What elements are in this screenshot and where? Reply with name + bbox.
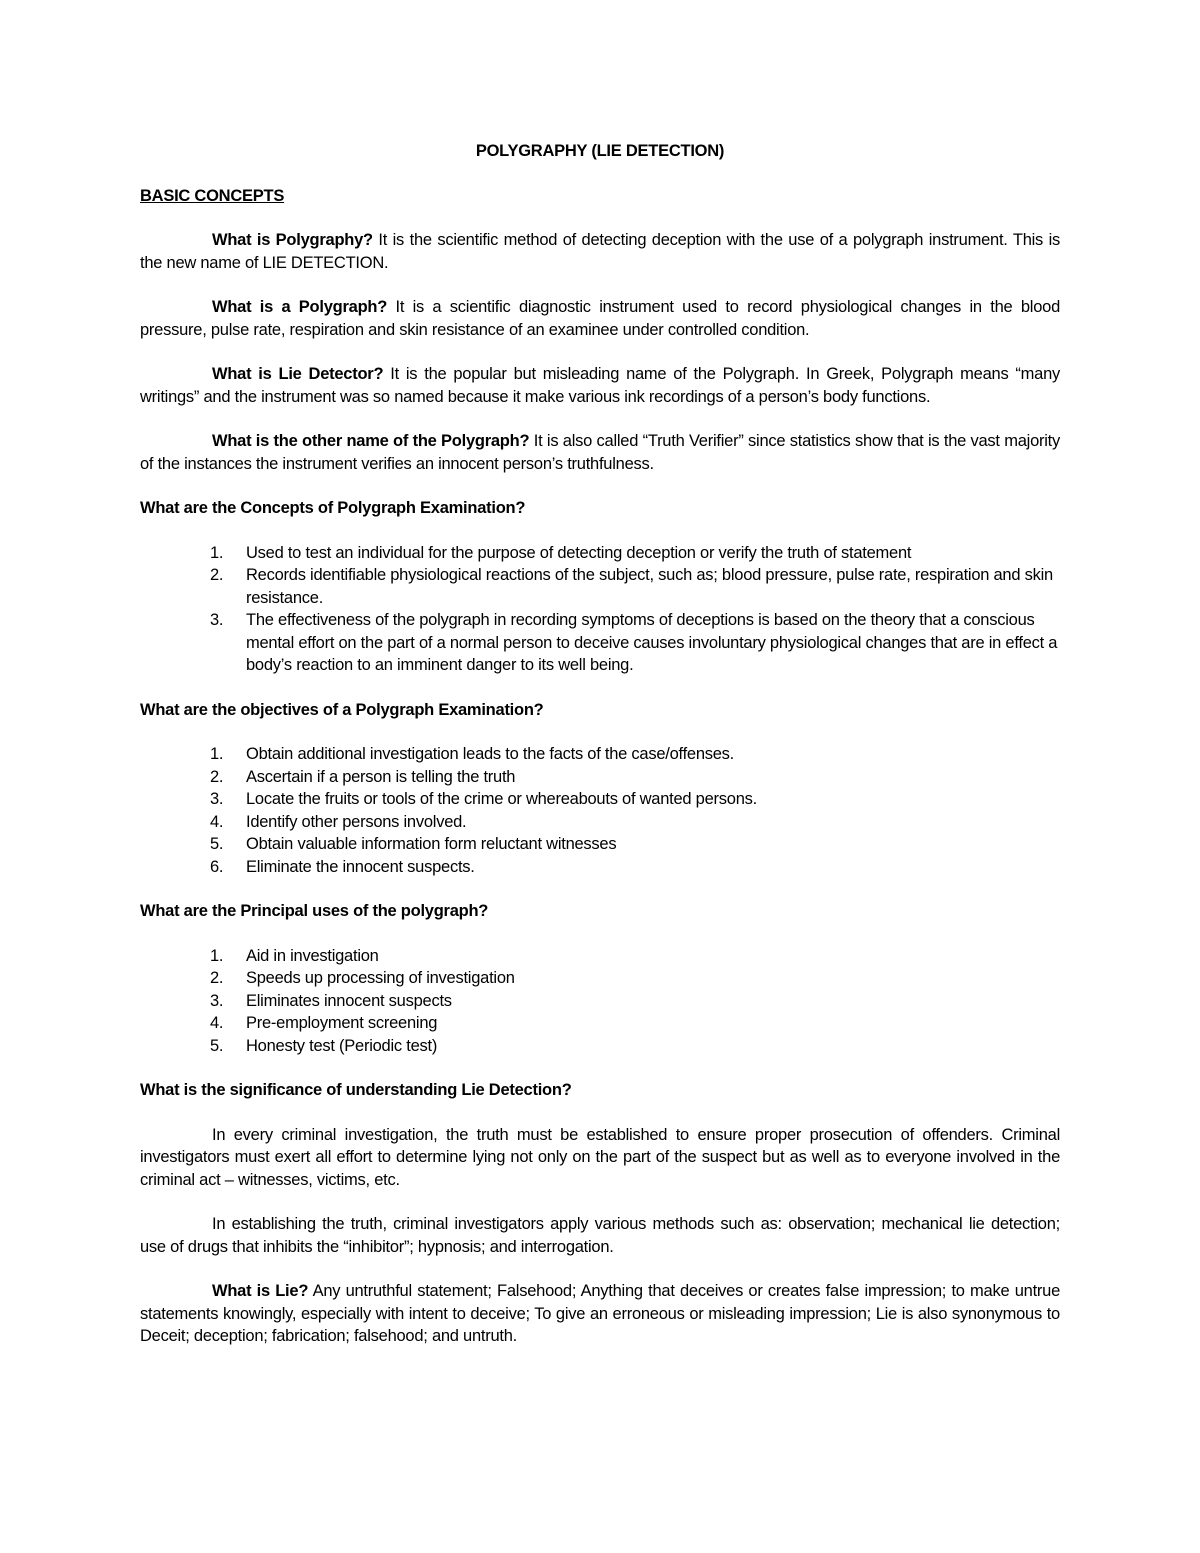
definition-lie [140,1280,1060,1348]
uses-list [140,945,1060,1058]
list-item [140,564,1060,609]
list-number: 3. [210,611,224,629]
list-text: Identify other persons involved. [246,812,467,831]
list-text: Used to test an individual for the purpose of detecting deception or verify the truth of statement [246,543,912,562]
list-item [140,945,1060,968]
list-number: 2. [210,767,224,786]
list-text: Honesty test (Periodic test) [246,1036,438,1055]
list-number: 2. [210,969,224,987]
list-text: Records identifiable physiological reactions of the subject, such as; blood pressure, pulse rate, respiration and skin resistance. [246,566,1053,607]
list-item [140,788,1060,811]
definition-polygraphy [140,229,1060,274]
list-item [140,609,1060,677]
section-heading-basic-concepts: BASIC CONCEPTS [140,186,285,205]
definition-term: What is a Polygraph? [212,298,388,316]
list-number: 5. [210,1036,224,1055]
list-item [140,542,1060,565]
list-number: 1. [210,946,224,965]
concepts-list [140,542,1060,677]
definition-term: What is Lie Detector? [212,365,384,383]
definition-text: It is also called “Truth Verifier” since statistics show that is the vast majority of the instances the instrument verifies an innocent person’s truthfulness. [140,432,1060,473]
list-text: Aid in investigation [246,946,379,965]
list-text: The effectiveness of the polygraph in recording symptoms of deceptions is based on the theory that a conscious mental effort on the part of a normal person to deceive causes involuntary physiological changes that are in effect a body’s reaction to an imminent danger to its well being. [246,611,1058,674]
list-number: 4. [210,1014,224,1032]
objectives-heading: What are the objectives of a Polygraph Examination? [140,700,544,719]
list-text: Eliminates innocent suspects [246,991,452,1010]
list-item [140,967,1060,990]
definition-text: It is a scientific diagnostic instrument used to record physiological changes in the blood pressure, pulse rate, respiration and skin resistance of an examinee under controlled condition. [140,298,1060,339]
definition-other-name [140,430,1060,475]
list-text: Obtain additional investigation leads to the facts of the case/offenses. [246,745,735,763]
document-title: POLYGRAPHY (LIE DETECTION) [475,142,725,160]
definition-polygraph [140,296,1060,341]
definition-lie-detector [140,363,1060,408]
list-number: 6. [210,857,224,876]
list-item [140,856,1060,879]
definition-text: It is the scientific method of detecting deception with the use of a polygraph instrument. This is the new name of LIE DETECTION. [140,231,1060,272]
list-text: Pre-employment screening [246,1014,438,1032]
definition-term: What is Polygraphy? [212,231,373,249]
uses-heading: What are the Principal uses of the polygraph? [140,902,489,920]
significance-heading: What is the significance of understanding Lie Detection? [140,1081,572,1099]
list-item [140,766,1060,789]
definition-text: It is the popular but misleading name of the Polygraph. In Greek, Polygraph means “many writings” and the instrument was so named because it make various ink recordings of a person’s body functions. [140,365,1060,406]
list-number: 4. [210,812,224,831]
list-item [140,743,1060,766]
significance-paragraph-2: In establishing the truth, criminal investigators apply various methods such as: observation; mechanical lie detection; use of drugs that inhibits the “inhibitor”; hypnosis; and interrogation. [140,1215,1060,1256]
list-text: Locate the fruits or tools of the crime or whereabouts of wanted persons. [246,790,757,808]
objectives-list [140,743,1060,878]
list-item [140,811,1060,834]
list-text: Eliminate the innocent suspects. [246,857,475,876]
definition-text: Any untruthful statement; Falsehood; Anything that deceives or creates false impression; to make untrue statements knowingly, especially with intent to deceive; To give an erroneous or misleading impression; Lie is also synonymous to Deceit; deception; fabrication; falsehood; and untruth. [140,1282,1060,1345]
definition-term: What is the other name of the Polygraph? [212,432,530,450]
list-item [140,1012,1060,1035]
list-item [140,1035,1060,1058]
significance-paragraph-1: In every criminal investigation, the truth must be established to ensure proper prosecution of offenders. Criminal investigators must exert all effort to determine lying not only on the part of the suspect but as well as to everyone involved in the criminal act – witnesses, victims, etc. [140,1125,1060,1189]
document-page [140,140,1060,1370]
list-number: 2. [210,566,224,584]
list-item [140,833,1060,856]
concepts-heading: What are the Concepts of Polygraph Examination? [140,499,526,517]
list-text: Obtain valuable information form reluctant witnesses [246,835,617,853]
list-item [140,990,1060,1013]
list-number: 1. [210,543,224,562]
list-number: 1. [210,745,224,763]
list-number: 3. [210,991,224,1010]
definition-term: What is Lie? [212,1282,309,1300]
list-number: 3. [210,790,224,808]
list-number: 5. [210,835,224,853]
list-text: Ascertain if a person is telling the truth [246,767,516,786]
list-text: Speeds up processing of investigation [246,969,515,987]
